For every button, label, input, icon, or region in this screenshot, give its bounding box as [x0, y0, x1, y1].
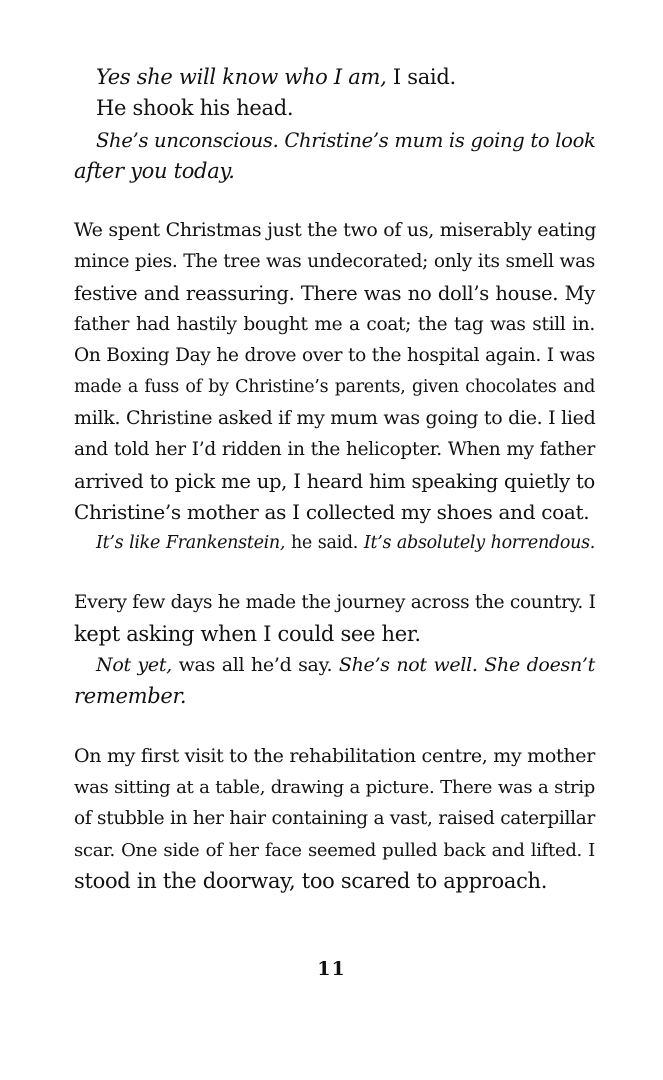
- paragraph-line: scar. One side of her face seemed pulled back and lifted. I: [74, 839, 595, 861]
- paragraph-line: and told her I’d ridden in the helicopter. When my father: [74, 439, 595, 461]
- paragraph-line: [74, 650, 595, 681]
- paragraph-line: [74, 62, 595, 93]
- narration: I said.: [386, 65, 456, 89]
- paragraph-line: On Boxing Day he drove over to the hospital again. I was: [74, 345, 595, 367]
- narration: was all he’d say.: [171, 654, 339, 677]
- paragraph-line: kept asking when I could see her.: [74, 621, 421, 646]
- paragraph-line: Every few days he made the journey across the country. I: [74, 592, 596, 614]
- paragraph-line: made a fuss of by Christine’s parents, given chocolates and: [74, 376, 595, 397]
- paragraph-line: On my first visit to the rehabilitation centre, my mother: [74, 744, 596, 767]
- paragraph-line: festive and reassuring. There was no doll’s house. My: [74, 281, 595, 305]
- paragraph-line: mince pies. The tree was undecorated; only its smell was: [74, 251, 595, 273]
- section-break: [74, 713, 595, 741]
- paragraph-line: stood in the doorway, too scared to approach.: [74, 868, 548, 893]
- italic-speech: It’s like Frankenstein,: [96, 533, 286, 554]
- section-break: [74, 187, 595, 215]
- italic-speech: She’s unconscious. Christine’s mum is going to look: [96, 128, 596, 152]
- paragraph-line: father had hastily bought me a coat; the tag was still in.: [74, 314, 595, 336]
- paragraph-line: [74, 156, 595, 187]
- paragraph-line: Christine’s mother as I collected my shoes and coat.: [74, 499, 590, 524]
- paragraph-line: [74, 528, 595, 559]
- italic-speech: She’s not well. She doesn’t: [338, 654, 595, 677]
- paragraph-line: was sitting at a table, drawing a picture. There was a strip: [74, 776, 595, 798]
- section-break: [74, 559, 595, 587]
- page-number: 11: [317, 958, 346, 980]
- paragraph-line: He shook his head.: [96, 96, 294, 121]
- italic-speech: Yes she will know who I am,: [96, 65, 387, 89]
- italic-speech: after you today.: [74, 158, 235, 183]
- paragraph-line: milk. Christine asked if my mum was going to die. I lied: [74, 406, 596, 429]
- paragraph-line: We spent Christmas just the two of us, miserably eating: [74, 219, 597, 242]
- italic-speech: Not yet,: [96, 654, 172, 677]
- paragraph-line: of stubble in her hair containing a vast, raised caterpillar: [74, 808, 595, 830]
- italic-speech: It’s absolutely horrendous.: [363, 533, 596, 554]
- paragraph-line: [74, 681, 595, 712]
- italic-speech: remember.: [74, 684, 187, 709]
- narration: he said.: [285, 533, 364, 554]
- paragraph-line: [74, 125, 595, 156]
- book-page-text: [74, 62, 595, 897]
- paragraph-line: arrived to pick me up, I heard him speaking quietly to: [74, 469, 595, 493]
